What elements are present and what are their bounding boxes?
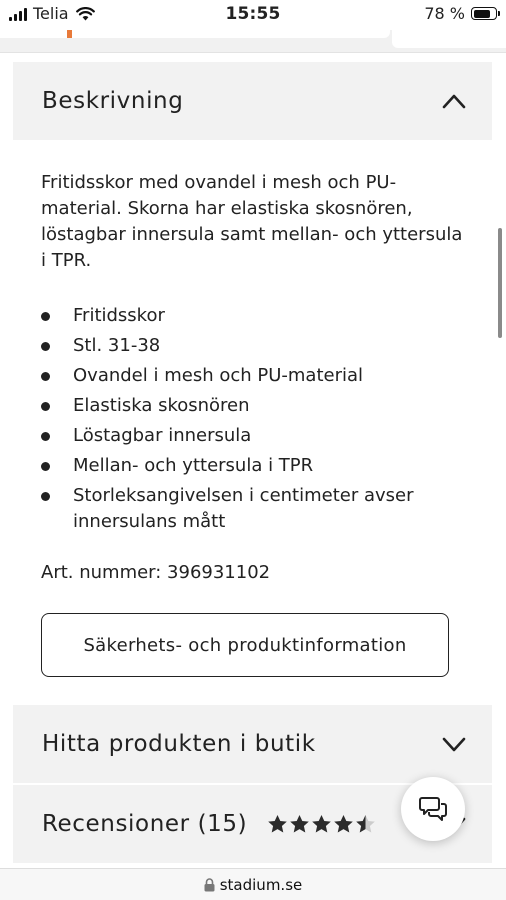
star-icon xyxy=(289,814,310,835)
star-icon xyxy=(355,814,376,835)
list-item xyxy=(41,393,471,419)
accordion-find-in-store-title: Hitta produkten i butik xyxy=(42,731,316,757)
list-item xyxy=(41,303,471,329)
feature-text: Mellan- och yttersula i TPR xyxy=(73,455,314,476)
battery-percent: 78 % xyxy=(424,4,465,23)
feature-text: Ovandel i mesh och PU-material xyxy=(73,365,364,386)
chat-bubbles-icon xyxy=(418,795,448,823)
bullet-icon xyxy=(41,342,50,351)
bullet-icon xyxy=(41,372,50,381)
bullet-icon xyxy=(41,462,50,471)
scrollbar-thumb[interactable] xyxy=(498,228,502,338)
status-right xyxy=(424,4,497,23)
lock-icon xyxy=(204,878,215,892)
status-bar xyxy=(0,0,506,30)
carrier-name: Telia xyxy=(33,4,69,23)
url-domain: stadium.se xyxy=(219,875,303,894)
accent-marker xyxy=(67,30,72,38)
previous-card-edge-right xyxy=(392,30,506,48)
battery-icon xyxy=(471,7,497,20)
safety-info-button[interactable]: Säkerhets- och produktinformation xyxy=(41,613,449,677)
star-icon xyxy=(267,814,288,835)
url-bar[interactable] xyxy=(0,868,506,900)
list-item xyxy=(41,333,471,359)
accordion-reviews-title: Recensioner (15) xyxy=(42,811,248,837)
battery-fill xyxy=(474,10,490,18)
article-number: Art. nummer: 396931102 xyxy=(41,562,271,583)
feature-text: Elastiska skosnören xyxy=(73,395,250,416)
description-body xyxy=(41,170,471,274)
feature-text: Stl. 31-38 xyxy=(73,335,161,356)
bullet-icon xyxy=(41,312,50,321)
feature-list xyxy=(41,303,471,539)
previous-card-edge xyxy=(0,30,390,38)
accordion-description-title: Beskrivning xyxy=(42,88,184,114)
previous-section-strip xyxy=(0,30,506,52)
star-icon xyxy=(311,814,332,835)
bullet-icon xyxy=(41,402,50,411)
list-item xyxy=(41,423,471,449)
bullet-icon xyxy=(41,492,50,501)
rating-stars xyxy=(267,814,376,835)
chevron-up-icon xyxy=(442,91,466,111)
feature-text: Storleksangivelsen i centimeter avser innersulans mått xyxy=(73,485,414,532)
chevron-down-icon xyxy=(442,734,466,754)
bullet-icon xyxy=(41,432,50,441)
feature-text: Fritidsskor xyxy=(73,305,165,326)
divider xyxy=(0,52,506,53)
description-paragraph: Fritidsskor med ovandel i mesh och PU-material. Skorna har elastiska skosnören, löstagbar innersula samt mellan- och yttersula i TPR. xyxy=(41,172,463,271)
list-item xyxy=(41,483,471,535)
chat-button[interactable] xyxy=(401,777,465,841)
list-item xyxy=(41,453,471,479)
clock: 15:55 xyxy=(225,4,281,24)
accordion-description-header[interactable] xyxy=(13,62,492,140)
list-item xyxy=(41,363,471,389)
star-icon xyxy=(333,814,354,835)
accordion-find-in-store-header[interactable] xyxy=(13,705,492,783)
feature-text: Löstagbar innersula xyxy=(73,425,252,446)
